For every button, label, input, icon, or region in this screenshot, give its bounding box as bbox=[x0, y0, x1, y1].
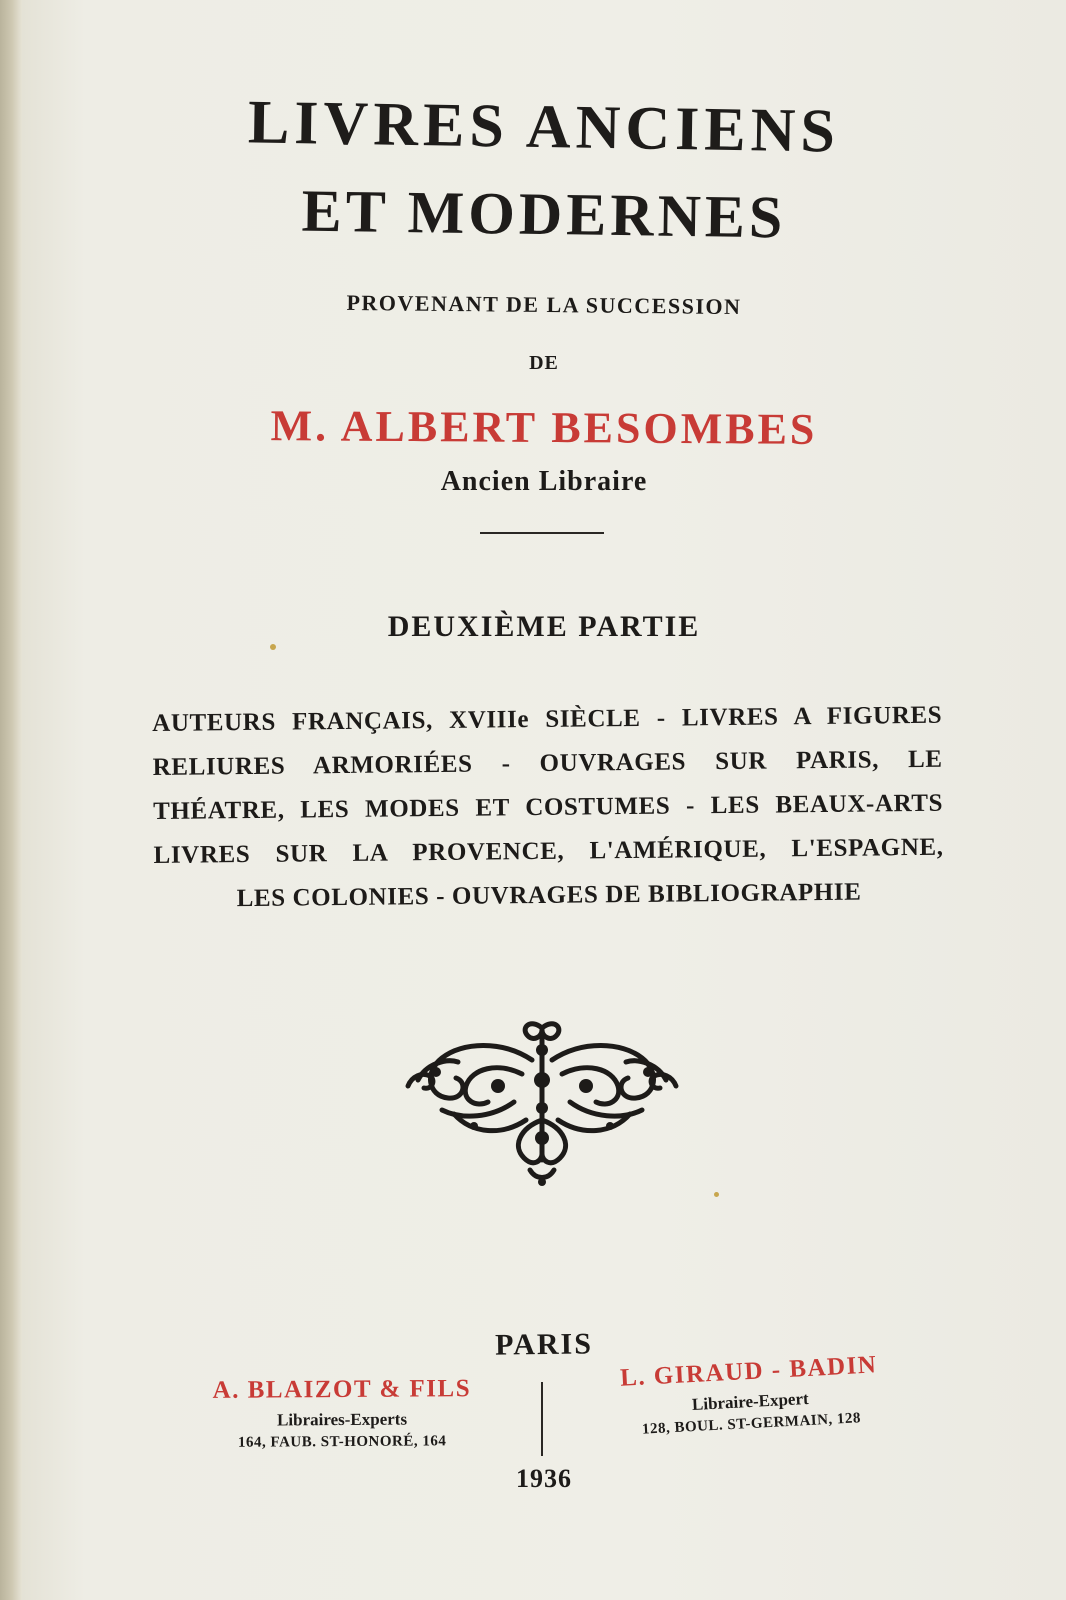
subjects-list bbox=[152, 694, 944, 922]
publisher-left-address: 164, FAUB. ST-HONORÉ, 164 bbox=[237, 1433, 447, 1451]
publisher-left-role: Libraires-Experts bbox=[276, 1409, 408, 1430]
subject-line: LES COLONIES - OUVRAGES DE BIBLIOGRAPHIE bbox=[236, 878, 862, 913]
title-line-1: LIVRES ANCIENS bbox=[247, 88, 841, 166]
publisher-separator bbox=[541, 1382, 543, 1456]
publisher-right-name: L. GIRAUD - BADIN bbox=[619, 1351, 879, 1392]
subject-line: LIVRES SUR LA PROVENCE, L'AMÉRIQUE, L'ESPAGNE, bbox=[153, 833, 944, 869]
title-line-2: ET MODERNES bbox=[301, 177, 787, 251]
paper-foxing-spot bbox=[714, 1192, 719, 1197]
divider-rule bbox=[480, 532, 604, 534]
publisher-right-address: 128, BOUL. ST-GERMAIN, 128 bbox=[641, 1410, 862, 1438]
part-heading: DEUXIÈME PARTIE bbox=[387, 610, 701, 643]
fleuron-ornament-icon bbox=[402, 1010, 682, 1190]
subject-line: AUTEURS FRANÇAIS, XVIIIe SIÈCLE - LIVRES A FIGURES bbox=[152, 701, 943, 737]
owner-name: M. ALBERT BESOMBES bbox=[270, 401, 818, 454]
imprint-year: 1936 bbox=[516, 1464, 572, 1493]
provenance-line: PROVENANT DE LA SUCCESSION bbox=[346, 289, 742, 320]
publisher-left-name: A. BLAIZOT & FILS bbox=[212, 1375, 472, 1404]
title-page bbox=[22, 0, 1066, 1600]
provenance-de: DE bbox=[529, 352, 559, 374]
publisher-right bbox=[598, 1350, 902, 1441]
paper-foxing-spot bbox=[270, 644, 276, 650]
subject-line: THÉATRE, LES MODES ET COSTUMES - LES BEAUX-ARTS bbox=[153, 789, 944, 825]
imprint-city: PARIS bbox=[494, 1327, 594, 1362]
publisher-right-role: Libraire-Expert bbox=[691, 1388, 810, 1415]
subject-line: RELIURES ARMORIÉES - OUVRAGES SUR PARIS, LE bbox=[152, 745, 943, 781]
publisher-left bbox=[182, 1375, 503, 1452]
book-spine-edge bbox=[0, 0, 22, 1600]
owner-role: Ancien Libraire bbox=[440, 466, 648, 497]
